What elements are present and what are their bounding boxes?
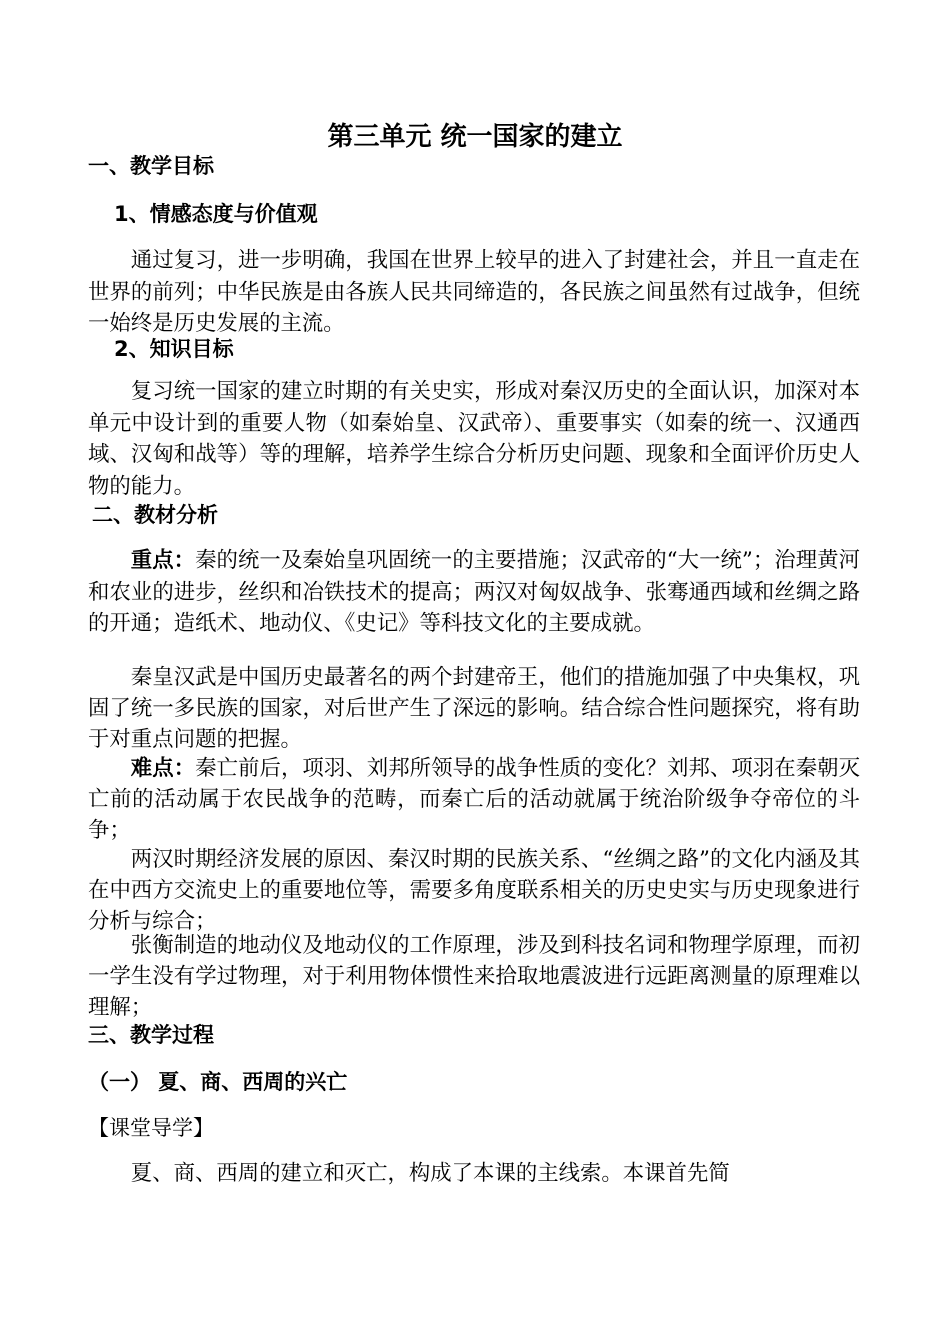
paragraph-difficulties: [88, 753, 860, 846]
key-points-label: 重点：: [130, 548, 196, 573]
section-heading-material-analysis: 二、教材分析: [92, 503, 218, 527]
subheading-knowledge-goals: 2、知识目标: [114, 337, 234, 361]
key-points-text: 秦的统一及秦始皇巩固统一的主要措施；汉武帝的“大一统”；治理黄河和农业的进步，丝织和冶铁技术的提高；两汉对匈奴战争、张骞通西域和丝绸之路的开通；造纸术、地动仪、《史记》等科技文化的主要成就。: [88, 548, 860, 636]
paragraph-emperors: 秦皇汉武是中国历史最著名的两个封建帝王，他们的措施加强了中央集权，巩固了统一多民族的国家，对后世产生了深远的影响。结合综合性问题探究，将有助于对重点问题的把握。: [88, 665, 860, 752]
paragraph-xia-shang-zhou-intro: 夏、商、西周的建立和灭亡，构成了本课的主线索。本课首先简: [130, 1161, 730, 1186]
paragraph-seismograph: 张衡制造的地动仪及地动仪的工作原理，涉及到科技名词和物理学原理，而初一学生没有学过物理，对于利用物体惯性来拾取地震波进行远距离测量的原理难以理解；: [88, 933, 860, 1020]
paragraph-key-points: [88, 545, 860, 640]
paragraph-attitudes: 通过复习，进一步明确，我国在世界上较早的进入了封建社会，并且一直走在世界的前列；中华民族是由各族人民共同缔造的，各民族之间虽然有过战争，但统一始终是历史发展的主流。: [88, 248, 860, 336]
classroom-guide-label: 【课堂导学】: [88, 1116, 214, 1140]
paragraph-knowledge: 复习统一国家的建立时期的有关史实，形成对秦汉历史的全面认识，加深对本单元中设计到的重要人物（如秦始皇、汉武帝）、重要事实（如秦的统一、汉通西域、汉匈和战等）等的理解，培养学生综合分析历史问题、现象和全面评价历史人物的能力。: [88, 379, 860, 499]
difficulties-label: 难点：: [130, 756, 196, 781]
paragraph-economy: 两汉时期经济发展的原因、秦汉时期的民族关系、“丝绸之路”的文化内涵及其在中西方交流史上的重要地位等，需要多角度联系相关的历史史实与历史现象进行分析与综合；: [88, 847, 860, 934]
subheading-attitudes-values: 1、情感态度与价值观: [114, 202, 318, 226]
section-heading-objectives: 一、教学目标: [88, 154, 214, 178]
document-title: 第三单元 统一国家的建立: [327, 122, 623, 152]
subheading-xia-shang-zhou: （一） 夏、商、西周的兴亡: [88, 1070, 348, 1094]
section-heading-teaching-process: 三、教学过程: [88, 1023, 214, 1047]
difficulties-text: 秦亡前后，项羽、刘邦所领导的战争性质的变化？刘邦、项羽在秦朝灭亡前的活动属于农民战争的范畴，而秦亡后的活动就属于统治阶级争夺帝位的斗争；: [88, 756, 860, 843]
